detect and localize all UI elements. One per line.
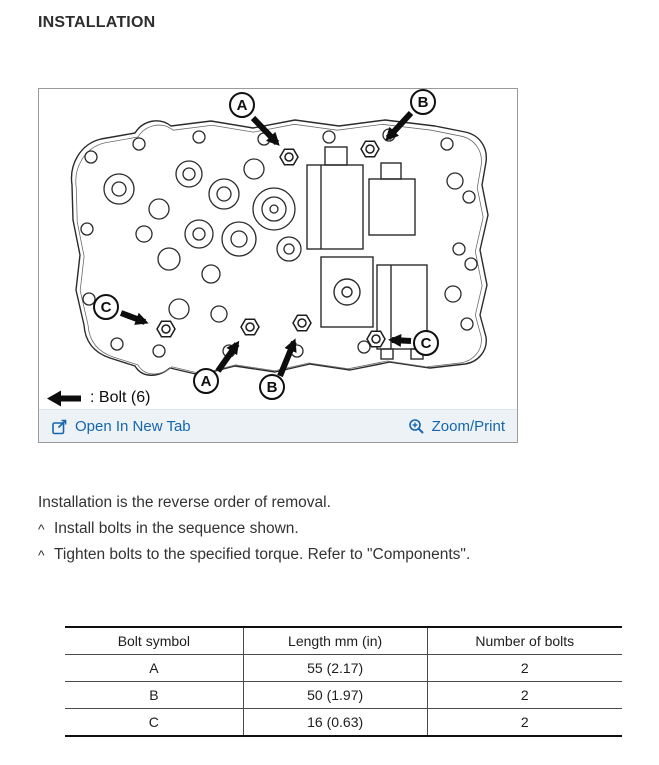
callout-c-right: C [413,330,439,356]
bullet-item [38,516,470,542]
figure-toolbar [39,409,517,442]
table-cell: C [148,714,159,730]
table-header-cell: Number of bolts [427,627,622,655]
table-cell: B [65,682,243,709]
callout-b-top: B [410,89,436,115]
body-text [38,490,470,568]
page-title: INSTALLATION [38,14,156,31]
table-cell: 50 (1.97) [243,682,427,709]
zoom-magnifier-icon [408,418,425,435]
intro-text: Installation is the reverse order of removal. [38,494,331,511]
bullet-text: Tighten bolts to the specified torque. Refer to "Components". [54,546,471,563]
zoom-print-label: Zoom/Print [431,417,505,435]
bullet-marker: ^ [38,547,45,563]
legend-text: : Bolt (6) [90,389,151,406]
open-in-new-tab-label: Open In New Tab [75,417,191,435]
table-row [65,709,622,737]
table-cell: 16 (0.63) [243,709,427,737]
callout-a-bottom: A [193,368,219,394]
table-row [65,655,622,682]
figure-panel [38,88,518,443]
bullet-marker: ^ [38,521,45,537]
bolt-spec-table-wrap [65,626,622,737]
valve-body-diagram [39,89,517,410]
table-body [65,655,622,737]
table-cell: 2 [427,709,622,737]
bullet-text: Install bolts in the sequence shown. [54,520,299,537]
callout-b-bottom: B [259,374,285,400]
table-cell: 2 [427,682,622,709]
callout-c-left: C [93,294,119,320]
table-head-row [65,627,622,655]
table-header-cell: Bolt symbol [65,627,243,655]
zoom-print-link[interactable] [408,418,505,435]
table-cell: 2 [427,655,622,682]
open-in-new-tab-icon [51,418,68,435]
table-cell: 55 (2.17) [243,655,427,682]
callout-a-top: A [229,92,255,118]
table-header-cell: Length mm (in) [243,627,427,655]
bullet-item [38,542,470,568]
open-in-new-tab-link[interactable] [51,418,191,435]
table-row [65,682,622,709]
bolt-spec-table [65,626,622,737]
left-arrow-icon [47,390,81,407]
table-cell: A [65,655,243,682]
figure-canvas [39,89,517,410]
bolt-legend [47,389,150,407]
